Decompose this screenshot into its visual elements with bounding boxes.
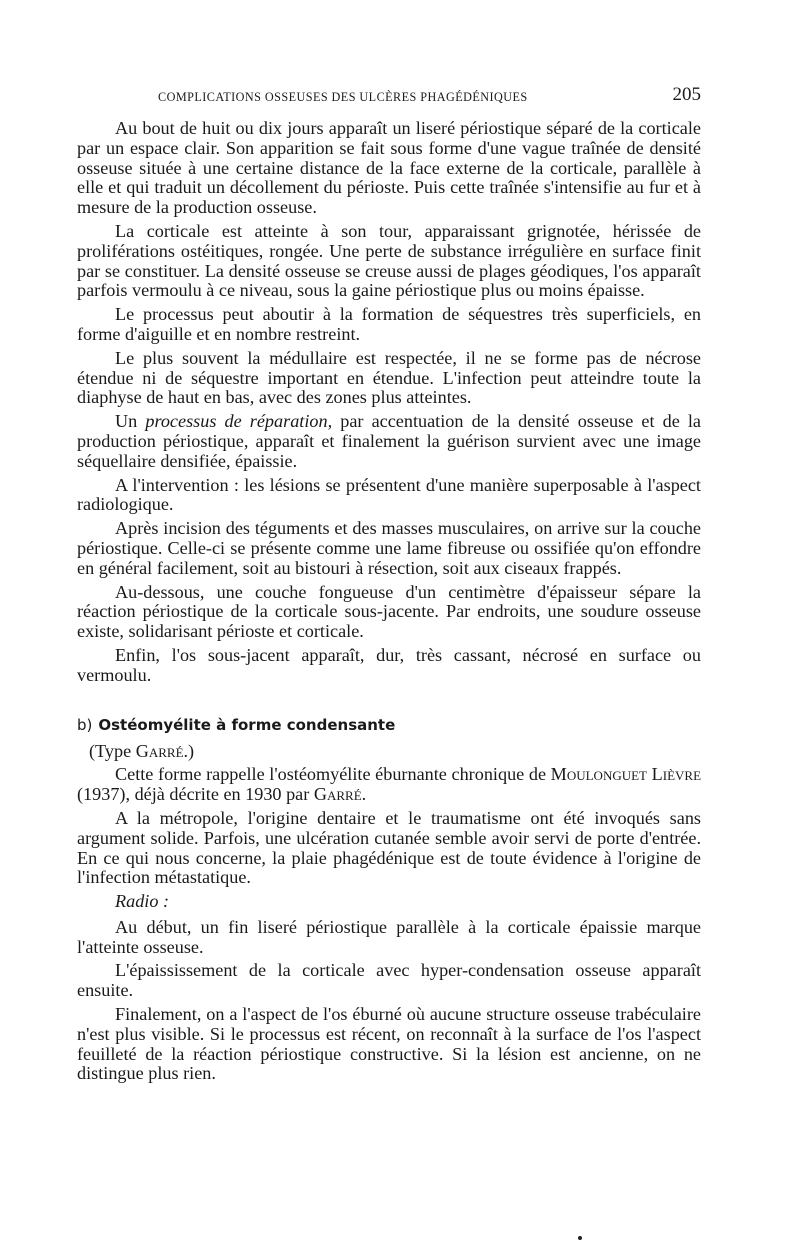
paragraph: La corticale est atteinte à son tour, apparaissant grignotée, hérissée de proliférations ostéitiques, rongée. Une perte de substance irrégulière en surface finit par se constituer. La densité osseuse se creuse aussi de plages géodiques, l'os apparaît parfois vermoulu à ce niveau, sous la gaine périostique plus ou moins épaisse. (77, 220, 701, 301)
type-name: Garré.) (135, 740, 195, 761)
page-header (77, 82, 701, 108)
paragraph: Le plus souvent la médullaire est respectée, il ne se forme pas de nécrose étendue ni de séquestre important en étendue. L'infection peut atteindre toute la diaphyse de haut en bas, avec des zones plus atteintes. (77, 347, 701, 408)
body-text (77, 119, 701, 1084)
paragraph: A la métropole, l'origine dentaire et le traumatisme ont été invoqués sans argument solide. Parfois, une ulcération cutanée semble avoir servi de porte d'entrée. En ce qui nous concerne, la plaie phagédénique est de toute évidence à l'origine de l'infection métastatique. (77, 807, 701, 888)
section-letter: b) (77, 715, 93, 734)
book-page (77, 82, 701, 1088)
paragraph: L'épaississement de la corticale avec hyper-condensation osseuse apparaît ensuite. (77, 960, 701, 1001)
paragraph-mid: (1937), déjà décrite en 1930 par (77, 784, 310, 805)
author-name: Moulonguet Lièvre (550, 764, 702, 785)
section-heading (77, 716, 701, 734)
paragraph (77, 412, 701, 471)
paragraph: Après incision des téguments et des masses musculaires, on arrive sur la couche périostique. Celle-ci se présente comme une lame fibreuse ou ossifiée qu'on effondre en général facilement, soit au bistouri à résection, soit aux ciseaux frappés. (77, 518, 701, 578)
paragraph: Finalement, on a l'aspect de l'os éburné où aucune structure osseuse trabéculaire n'est plus visible. Si le processus est récent, on reconnaît à la surface de l'os l'aspect feuilleté de la réaction périostique constructive. Si la lésion est ancienne, on ne distingue plus rien. (77, 1004, 701, 1084)
paragraph-lead: Cette forme rappelle l'ostéomyélite éburnante chronique de (115, 764, 547, 785)
paragraph (77, 765, 701, 805)
paragraph-rest: par accentuation de la densité osseuse et de la production périostique, apparaît et finalement la guérison survient avec une image séquellaire densifiée, épaissie. (77, 411, 701, 471)
paragraph: Enfin, l'os sous-jacent apparaît, dur, très cassant, nécrosé en surface ou vermoulu. (77, 644, 701, 685)
page-number: 205 (672, 84, 701, 105)
radio-label: Radio : (115, 891, 170, 912)
paragraph: A l'intervention : les lésions se présentent d'une manière superposable à l'aspect radiologique. (77, 474, 701, 515)
type-line (77, 742, 701, 762)
type-open: (Type (89, 740, 132, 761)
section-title: Ostéomyélite à forme condensante (98, 715, 396, 734)
print-mark (578, 1236, 582, 1240)
paragraph-lead: Un (115, 411, 138, 432)
paragraph: Au bout de huit ou dix jours apparaît un liseré périostique séparé de la corticale par un espace clair. Son apparition se fait sous forme d'une vague traînée de densité osseuse située à une certaine distance de la face externe de la corticale, parallèle à elle et qui traduit un décollement du périoste. Puis cette traînée s'intensifie au fur et à mesure de la production osseuse. (77, 118, 701, 218)
running-title: COMPLICATIONS OSSEUSES DES ULCÈRES PHAGÉDÉNIQUES (158, 90, 528, 104)
author-name: Garré. (313, 784, 367, 805)
paragraph: Au-dessous, une couche fongueuse d'un centimètre d'épaisseur sépare la réaction périostique de la corticale sous-jacente. Par endroits, une soudure osseuse existe, solidarisant périoste et corticale. (77, 581, 701, 642)
paragraph: Le processus peut aboutir à la formation de séquestres très superficiels, en forme d'aiguille et en nombre restreint. (77, 304, 701, 344)
paragraph: Au début, un fin liseré périostique parallèle à la corticale épaissie marque l'atteinte osseuse. (77, 916, 701, 957)
paragraph-emphasis: processus de réparation, (145, 411, 333, 432)
